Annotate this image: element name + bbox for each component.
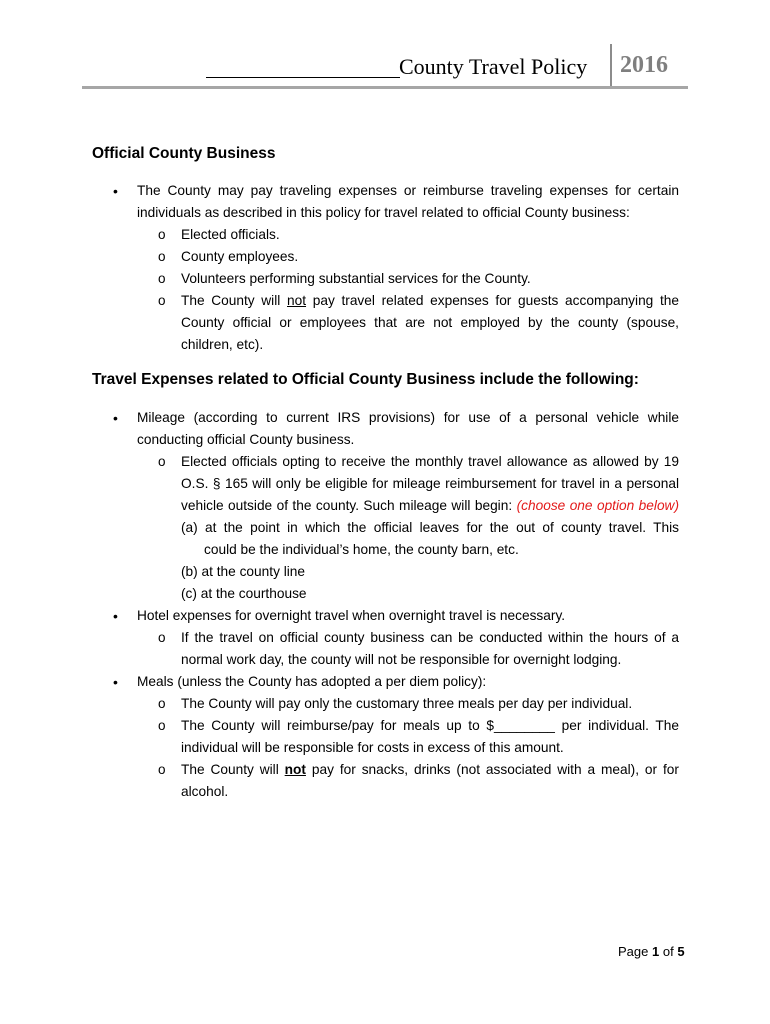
sub-bullet-icon: o bbox=[158, 227, 166, 242]
meals-sub-line: individual will be responsible for costs in excess of this amount. bbox=[181, 740, 564, 755]
option-a: (a) at the point in which the official leaves for the out of county travel. This bbox=[181, 520, 679, 535]
intro-line: The County may pay traveling expenses or reimburse traveling expenses for certain bbox=[137, 183, 679, 198]
mileage-sub-line: O.S. § 165 will only be eligible for mileage reimbursement for travel in a personal bbox=[181, 476, 679, 491]
section-heading-travel-expenses: Travel Expenses related to Official County Business include the following: bbox=[92, 371, 639, 388]
option-b: (b) at the county line bbox=[181, 564, 306, 579]
choose-option-note: (choose one option below) bbox=[516, 498, 679, 513]
sub-bullet-icon: o bbox=[158, 293, 166, 308]
hotel-sub-line: normal work day, the county will not be responsible for overnight lodging. bbox=[181, 652, 622, 667]
document-title: County Travel Policy bbox=[399, 54, 588, 79]
hotel-line: Hotel expenses for overnight travel when overnight travel is necessary. bbox=[137, 608, 566, 623]
hotel-sub-line: If the travel on official county business can be conducted within the hours of a bbox=[181, 630, 679, 645]
sub-bullet-icon: o bbox=[158, 630, 166, 645]
list-item: Volunteers performing substantial services for the County. bbox=[181, 271, 531, 286]
list-item: County employees. bbox=[181, 249, 299, 264]
section-heading-official-business: Official County Business bbox=[92, 145, 276, 162]
list-item-continued: children, etc). bbox=[181, 337, 264, 352]
sub-bullet-icon: o bbox=[158, 249, 166, 264]
sub-bullet-icon: o bbox=[158, 762, 166, 777]
bullet-icon: • bbox=[113, 674, 118, 690]
list-item: Elected officials. bbox=[181, 227, 280, 242]
meals-sub-line: The County will pay only the customary three meals per day per individual. bbox=[181, 696, 633, 711]
header-divider bbox=[610, 44, 612, 86]
mileage-line: conducting official County business. bbox=[137, 432, 355, 447]
list-item: The County will not pay travel related expenses for guests accompanying the bbox=[181, 293, 679, 308]
document-year: 2016 bbox=[620, 52, 668, 78]
meals-line: Meals (unless the County has adopted a per diem policy): bbox=[137, 674, 487, 689]
mileage-line: Mileage (according to current IRS provisions) for use of a personal vehicle while bbox=[137, 410, 679, 425]
list-item-continued: County official or employees that are not employed by the county (spouse, bbox=[181, 315, 679, 330]
option-a-continued: could be the individual’s home, the county barn, etc. bbox=[204, 542, 519, 557]
bullet-icon: • bbox=[113, 608, 118, 624]
sub-bullet-icon: o bbox=[158, 696, 166, 711]
sub-bullet-icon: o bbox=[158, 718, 166, 733]
mileage-sub-line: Elected officials opting to receive the monthly travel allowance as allowed by 19 bbox=[181, 454, 679, 469]
page-header bbox=[82, 44, 688, 89]
intro-line: individuals as described in this policy for travel related to official County business: bbox=[137, 205, 630, 220]
sub-bullet-icon: o bbox=[158, 454, 166, 469]
county-name-blank bbox=[206, 77, 400, 78]
mileage-sub-line: vehicle outside of the county. Such mileage will begin: (choose one option below) bbox=[181, 498, 679, 513]
sub-bullet-icon: o bbox=[158, 271, 166, 286]
page-number: Page 1 of 5 bbox=[618, 944, 685, 959]
meals-sub-line: The County will not pay for snacks, drinks (not associated with a meal), or for bbox=[181, 762, 679, 777]
meals-sub-line: alcohol. bbox=[181, 784, 229, 799]
bullet-icon: • bbox=[113, 410, 118, 426]
option-c: (c) at the courthouse bbox=[181, 586, 307, 601]
meals-sub-line: The County will reimburse/pay for meals up to $________ per individual. The bbox=[181, 718, 679, 733]
bullet-icon: • bbox=[113, 183, 118, 199]
